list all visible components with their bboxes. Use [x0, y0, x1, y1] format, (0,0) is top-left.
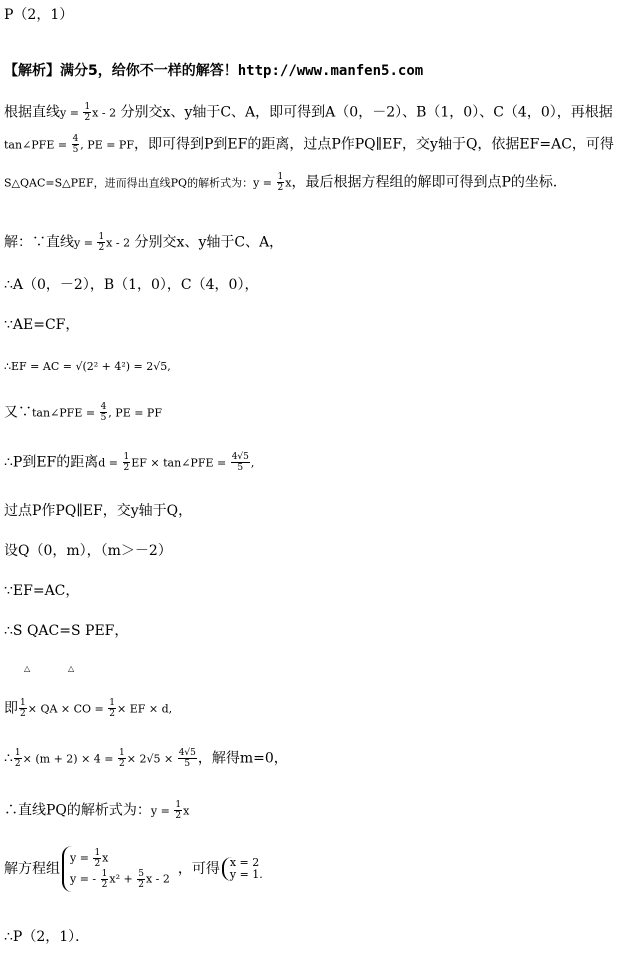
header-url: http://www.manfen5.com	[237, 63, 424, 79]
result-x: x = 2	[229, 856, 260, 869]
result-y: y = 1.	[229, 868, 263, 881]
fraction: $\frac{4}{5}$	[72, 134, 79, 155]
fraction: $\frac{4}{5}$	[100, 402, 107, 423]
solution-text: 又∵	[4, 404, 32, 421]
solution-line-1	[4, 232, 283, 253]
analysis-text: ，即可得到P到EF的距离，过点P作PQ∥EF，交y轴于Q，依据EF=AC，可得	[133, 136, 614, 153]
solution-line-5	[4, 402, 162, 423]
math-expr: ,	[250, 456, 255, 470]
fraction: $\frac{1}{2}$	[14, 748, 21, 769]
solution-line-8: 设Q（0，m），（m＞－2）	[4, 543, 172, 559]
solution-line-11	[4, 698, 172, 719]
fraction: $\frac{1}{2}$	[98, 232, 105, 253]
math-expr: tan∠PFE =	[4, 138, 71, 152]
fraction: $\frac{1}{2}$	[277, 172, 284, 193]
fraction: $\frac{1}{2}$	[109, 698, 115, 719]
math-expr: tan∠PFE =	[32, 406, 99, 420]
solution-text: ，解得m=0，	[197, 750, 288, 767]
equation-system	[62, 846, 170, 892]
solution-line-7: 过点P作PQ∥EF，交y轴于Q，	[4, 503, 193, 519]
solution-text: 解：∵直线	[4, 234, 74, 251]
math-expr: y =	[150, 804, 174, 818]
triangle-symbol: △	[68, 664, 75, 673]
fraction: $\frac{1}{2}$	[123, 452, 130, 473]
solution-line-2: ∴A（0，－2），B（1，0），C（4，0），	[4, 277, 259, 293]
solution-line-14	[4, 846, 263, 892]
analysis-line-1	[4, 102, 613, 123]
solution-line-10: ∴S QAC=S PEF，	[4, 623, 129, 639]
answer-code: P（2，1）	[4, 7, 74, 23]
math-expr: y =	[253, 176, 276, 190]
solution-line-3: ∵AE=CF，	[4, 317, 80, 333]
math-expr: , PE = PF	[80, 138, 134, 152]
math-expr: × 2√5 ×	[126, 752, 177, 766]
analysis-text: S△QAC=S△PEF，进而得出直线PQ的解析式为：	[4, 176, 254, 190]
solution-text: 分别交x、y轴于C、A，	[134, 234, 284, 251]
solution-line-12	[4, 748, 288, 769]
analysis-text: 根据直线	[4, 104, 60, 121]
solution-line-4: ∴EF = AC = √(2² + 4²) = 2√5,	[4, 360, 171, 373]
math-expr: x - 2	[92, 106, 117, 120]
solution-text: 即	[4, 700, 18, 717]
system-eq-2: y = - $\frac{1}{2}$ x² + $\frac{5}{2}$ x - 2	[70, 869, 170, 890]
fraction: $\frac{1}{2}$	[119, 748, 125, 769]
math-expr: y =	[60, 106, 83, 120]
solution-text: ∴直线PQ的解析式为：	[4, 802, 151, 819]
analysis-line-2	[4, 134, 614, 155]
math-expr: y =	[74, 236, 97, 250]
math-expr: EF × tan∠PFE =	[131, 456, 230, 470]
analysis-header	[4, 62, 423, 80]
math-expr: x	[285, 176, 292, 190]
solution-text: ∴	[4, 750, 13, 767]
fraction: $\frac{4√5}{5}$	[178, 748, 196, 769]
fraction: $\frac{1}{2}$	[84, 102, 91, 123]
fraction: $\frac{4√5}{5}$	[231, 452, 249, 473]
system-eq-1: y = $\frac{1}{2}$ x	[70, 848, 109, 869]
math-expr: , PE = PF	[108, 406, 162, 420]
math-expr: x - 2	[106, 236, 131, 250]
solution-text: ∴P到EF的距离	[4, 454, 99, 471]
math-expr: × QA × CO =	[27, 702, 108, 716]
fraction: $\frac{1}{2}$	[175, 800, 182, 821]
result-system	[222, 857, 263, 881]
header-title: 【解析】满分5，给你不一样的解答！	[4, 63, 238, 79]
solution-text: ，可得	[177, 861, 220, 877]
triangle-symbol: △	[24, 664, 31, 673]
analysis-text: ，最后根据方程组的解即可得到点P的坐标．	[291, 174, 567, 191]
math-expr: x	[183, 804, 190, 818]
solution-line-15: ∴P（2，1）．	[4, 929, 90, 945]
solution-line-13	[4, 800, 189, 821]
analysis-text: 分别交x、y轴于C、A，即可得到A（0，－2）、B（1，0）、C（4，0），再根据	[116, 104, 613, 121]
solution-text: 解方程组	[4, 861, 60, 877]
solution-line-6	[4, 452, 254, 473]
math-expr: × EF × d,	[117, 702, 173, 716]
analysis-line-3	[4, 172, 567, 193]
math-expr: d =	[98, 456, 122, 470]
solution-line-9: ∵EF=AC，	[4, 583, 80, 599]
math-expr: × (m + 2) × 4 =	[22, 752, 118, 766]
fraction: $\frac{1}{2}$	[20, 698, 26, 719]
